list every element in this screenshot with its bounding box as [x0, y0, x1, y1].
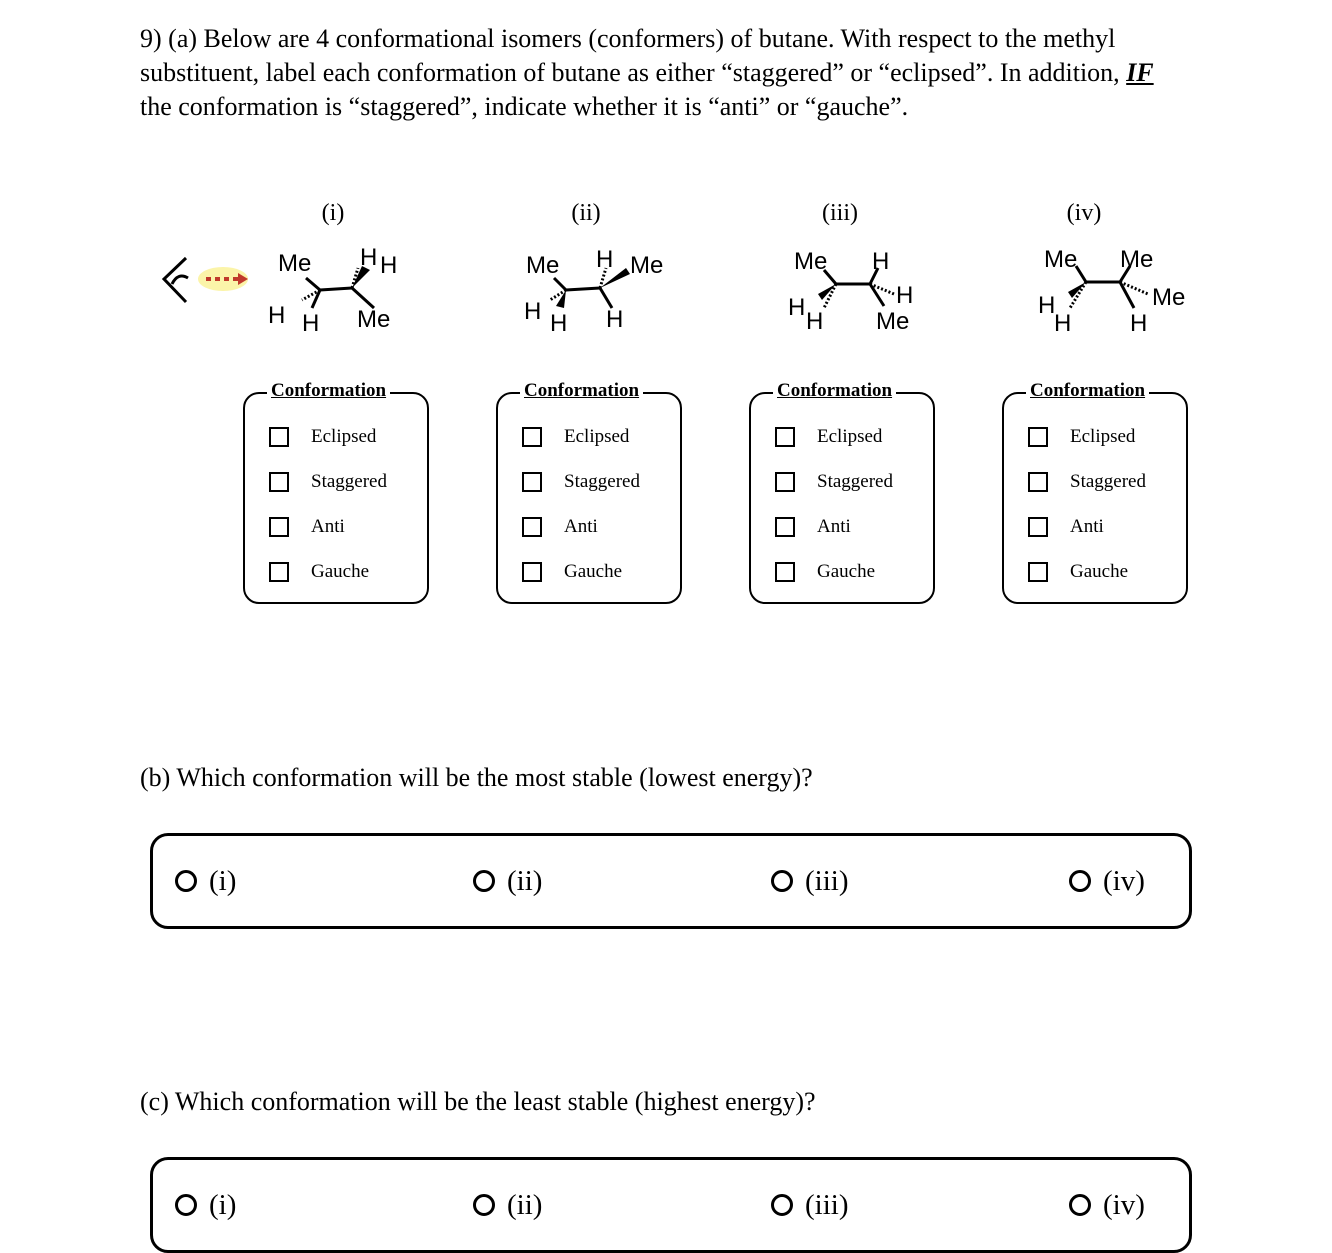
option-label: Eclipsed — [311, 426, 377, 447]
molecule-iv — [1034, 238, 1294, 348]
option-label: Gauche — [817, 561, 876, 582]
option-label: Gauche — [564, 561, 623, 582]
radio-button[interactable] — [1069, 870, 1091, 892]
option-label: Anti — [817, 516, 851, 537]
option-label: Gauche — [1070, 561, 1129, 582]
option-staggered[interactable] — [775, 469, 893, 495]
conformation-title: Conformation — [520, 380, 643, 402]
option-label: Staggered — [817, 471, 893, 492]
question-part-b: (b) Which conformation will be the most stable (lowest energy)? — [140, 763, 813, 792]
atom-h: H — [788, 294, 806, 321]
atom-h: H — [550, 310, 568, 337]
checkbox[interactable] — [269, 562, 289, 582]
option-staggered[interactable] — [269, 469, 387, 495]
conformation-box-i — [243, 380, 429, 604]
conformation-title: Conformation — [267, 380, 390, 402]
checkbox[interactable] — [775, 562, 795, 582]
option-anti[interactable] — [269, 514, 345, 540]
option-label: Staggered — [311, 471, 387, 492]
atom-h: H — [596, 246, 614, 273]
atom-h: H — [524, 298, 542, 325]
checkbox[interactable] — [775, 427, 795, 447]
molecule-iii — [784, 238, 1044, 348]
atom-h: H — [268, 302, 286, 329]
checkbox[interactable] — [775, 517, 795, 537]
checkbox[interactable] — [1028, 472, 1048, 492]
question-line-3: the conformation is “staggered”, indicate whether it is “anti” or “gauche”. — [140, 92, 909, 121]
atom-me: Me — [1120, 246, 1154, 273]
checkbox[interactable] — [269, 427, 289, 447]
atom-h: H — [806, 308, 824, 335]
radio-button[interactable] — [771, 1194, 793, 1216]
option-label: Staggered — [564, 471, 640, 492]
atom-me: Me — [526, 252, 560, 279]
radio-label: (iii) — [805, 865, 849, 897]
conformation-box-iii — [749, 380, 935, 604]
molecule-ii — [514, 238, 774, 348]
option-eclipsed[interactable] — [1028, 424, 1135, 450]
atom-h: H — [302, 310, 320, 337]
answer-box-most-stable — [150, 833, 1192, 929]
checkbox[interactable] — [522, 427, 542, 447]
question-part-c: (c) Which conformation will be the least stable (highest energy)? — [140, 1087, 816, 1116]
atom-h: H — [1054, 310, 1072, 337]
option-label: Anti — [1070, 516, 1104, 537]
atom-h: H — [360, 244, 378, 271]
radio-option-i[interactable] — [175, 866, 236, 896]
option-staggered[interactable] — [522, 469, 640, 495]
radio-label: (ii) — [507, 865, 543, 897]
conformer-label-ii: (ii) — [571, 200, 601, 226]
radio-option-ii[interactable] — [473, 1190, 542, 1220]
option-anti[interactable] — [1028, 514, 1104, 540]
option-gauche[interactable] — [775, 559, 875, 585]
option-anti[interactable] — [775, 514, 851, 540]
atom-h: H — [606, 306, 624, 333]
atom-h: H — [1038, 292, 1056, 319]
radio-label: (iv) — [1103, 865, 1145, 897]
option-anti[interactable] — [522, 514, 598, 540]
conformer-label-i: (i) — [321, 200, 345, 226]
checkbox[interactable] — [269, 472, 289, 492]
radio-label: (iii) — [805, 1189, 849, 1221]
option-label: Anti — [311, 516, 345, 537]
molecule-i — [262, 238, 522, 348]
option-eclipsed[interactable] — [522, 424, 629, 450]
atom-h: H — [872, 248, 890, 275]
radio-option-iv[interactable] — [1069, 1190, 1145, 1220]
radio-option-i[interactable] — [175, 1190, 236, 1220]
option-gauche[interactable] — [269, 559, 369, 585]
atom-h: H — [896, 282, 914, 309]
option-label: Gauche — [311, 561, 370, 582]
atom-me: Me — [357, 306, 391, 333]
atom-me: Me — [1044, 246, 1078, 273]
option-label: Eclipsed — [1070, 426, 1136, 447]
radio-label: (i) — [209, 1189, 237, 1221]
radio-option-iv[interactable] — [1069, 866, 1145, 896]
atom-me: Me — [794, 248, 828, 275]
radio-label: (iv) — [1103, 1189, 1145, 1221]
option-label: Staggered — [1070, 471, 1146, 492]
answer-box-least-stable — [150, 1157, 1192, 1253]
question-part-a — [140, 22, 1220, 124]
option-label: Anti — [564, 516, 598, 537]
checkbox[interactable] — [522, 472, 542, 492]
atom-me: Me — [278, 250, 312, 277]
checkbox[interactable] — [1028, 562, 1048, 582]
radio-option-iii[interactable] — [771, 1190, 849, 1220]
atom-h: H — [1130, 310, 1148, 337]
option-label: Eclipsed — [817, 426, 883, 447]
radio-option-ii[interactable] — [473, 866, 542, 896]
option-staggered[interactable] — [1028, 469, 1146, 495]
checkbox[interactable] — [269, 517, 289, 537]
radio-button[interactable] — [175, 870, 197, 892]
checkbox[interactable] — [522, 517, 542, 537]
option-eclipsed[interactable] — [269, 424, 376, 450]
conformer-label-iii: (iii) — [822, 200, 858, 226]
radio-label: (ii) — [507, 1189, 543, 1221]
radio-button[interactable] — [473, 870, 495, 892]
atom-me: Me — [1152, 284, 1186, 311]
radio-button[interactable] — [1069, 1194, 1091, 1216]
radio-button[interactable] — [175, 1194, 197, 1216]
if-emphasis: IF — [1126, 58, 1154, 87]
radio-label: (i) — [209, 865, 237, 897]
atom-me: Me — [630, 252, 664, 279]
radio-button[interactable] — [473, 1194, 495, 1216]
option-gauche[interactable] — [1028, 559, 1128, 585]
option-eclipsed[interactable] — [775, 424, 882, 450]
conformer-label-iv: (iv) — [1066, 200, 1102, 226]
conformation-box-iv — [1002, 380, 1188, 604]
checkbox[interactable] — [522, 562, 542, 582]
atom-me: Me — [876, 308, 910, 335]
question-line-1: 9) (a) Below are 4 conformational isomers (conformers) of butane. With respect to the methyl — [140, 24, 1116, 53]
checkbox[interactable] — [1028, 427, 1048, 447]
atom-h: H — [380, 252, 398, 279]
radio-button[interactable] — [771, 870, 793, 892]
conformation-title: Conformation — [1026, 380, 1149, 402]
checkbox[interactable] — [1028, 517, 1048, 537]
option-gauche[interactable] — [522, 559, 622, 585]
conformation-box-ii — [496, 380, 682, 604]
radio-option-iii[interactable] — [771, 866, 849, 896]
checkbox[interactable] — [775, 472, 795, 492]
option-label: Eclipsed — [564, 426, 630, 447]
question-line-2: substituent, label each conformation of butane as either “staggered” or “eclipsed”. In addition, — [140, 58, 1120, 87]
viewer-eye-icon — [158, 250, 268, 316]
conformation-title: Conformation — [773, 380, 896, 402]
